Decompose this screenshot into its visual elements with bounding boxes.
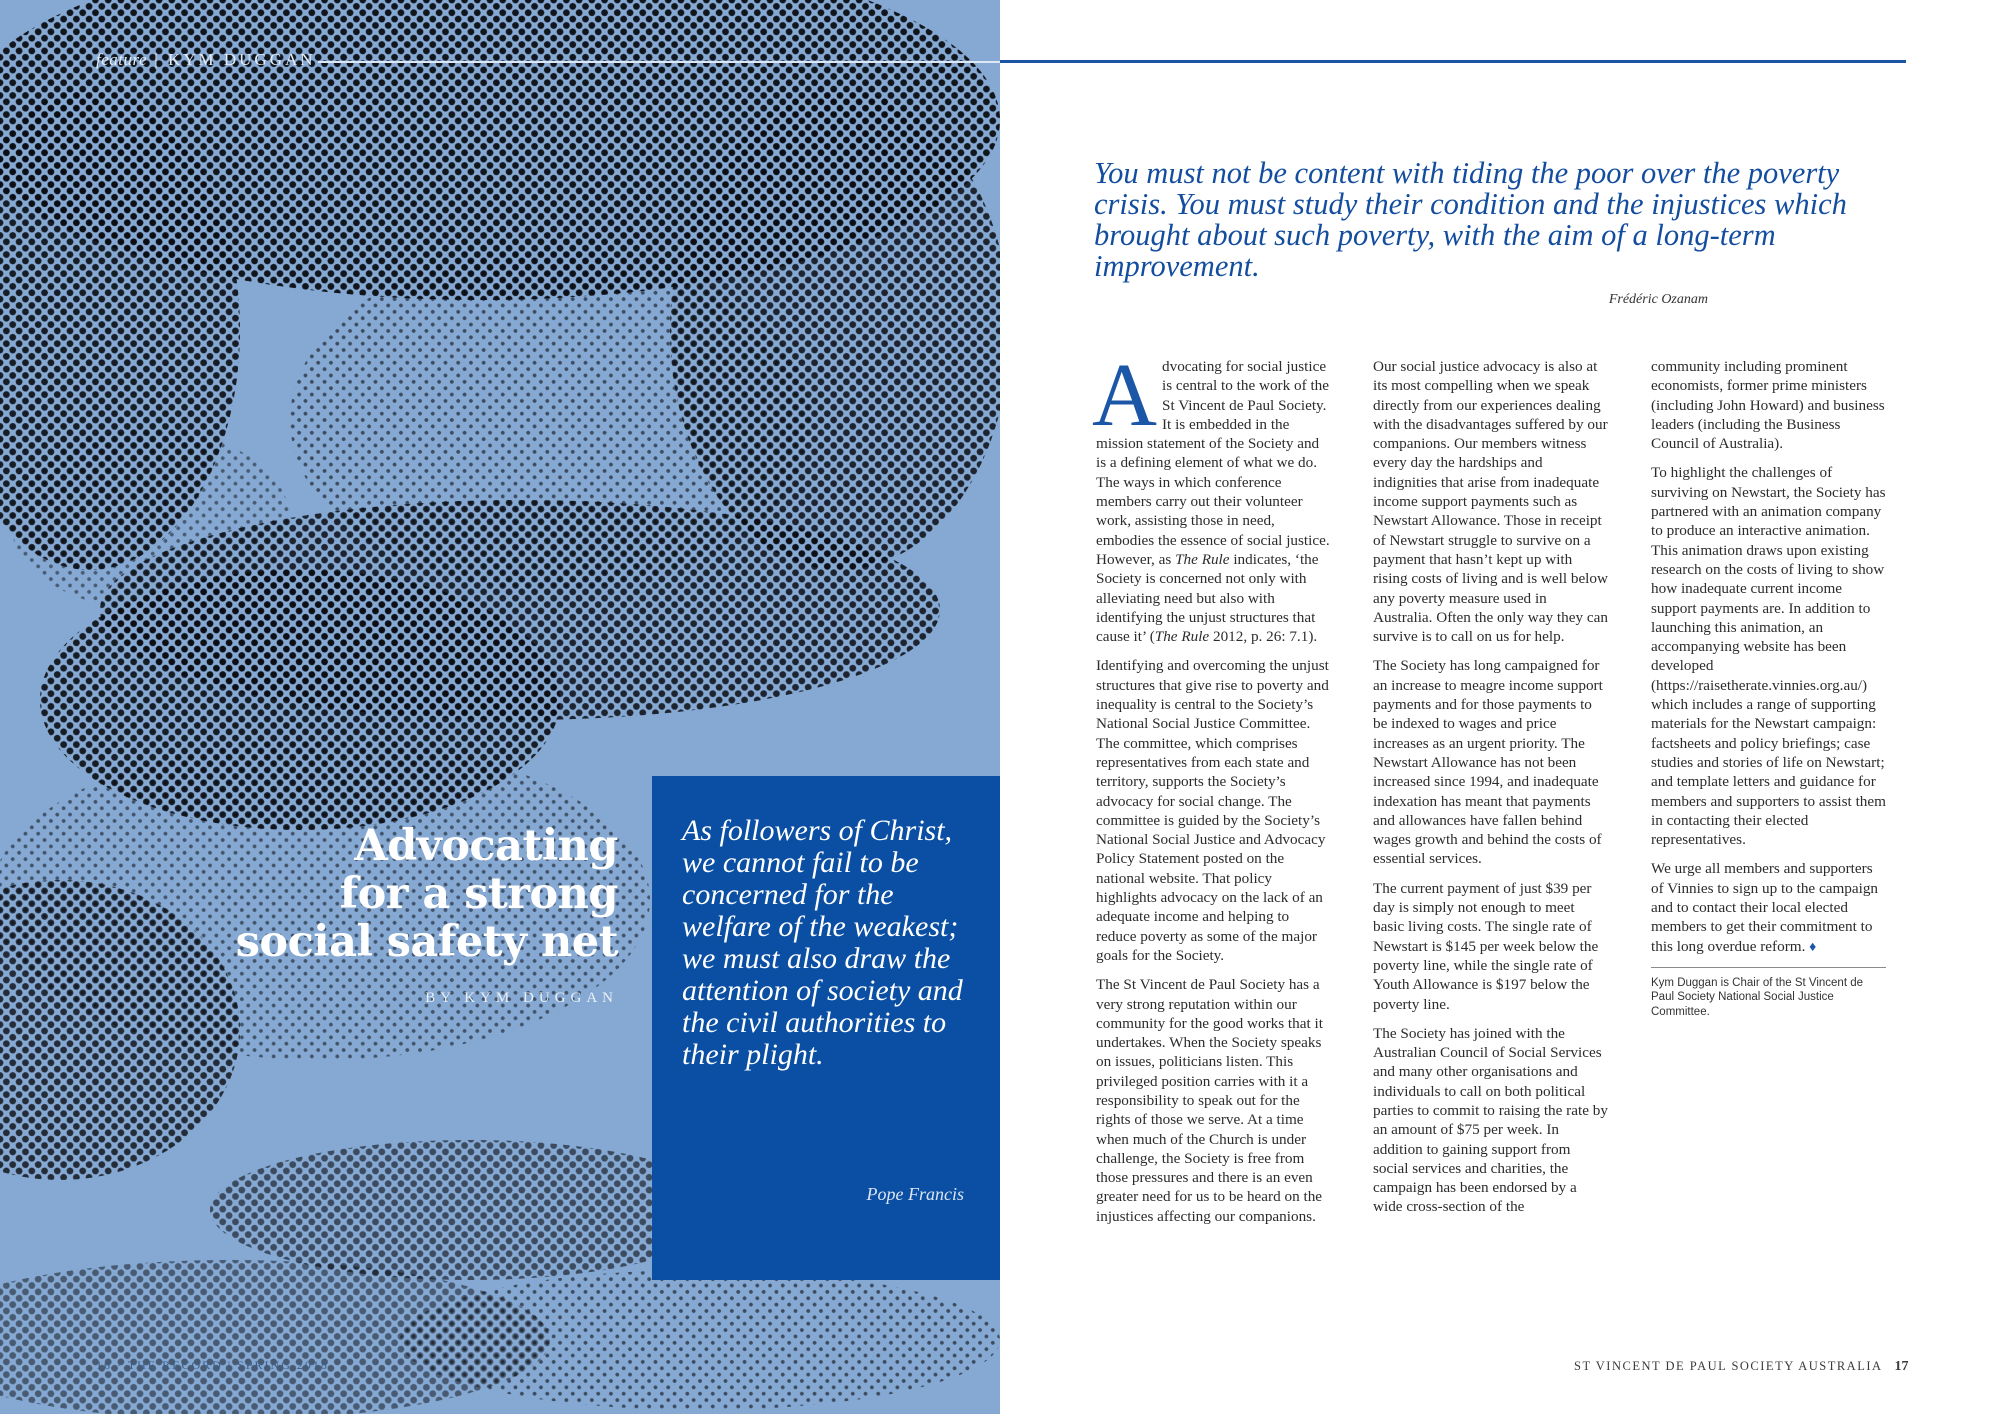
pull-quote-attribution: Pope Francis — [866, 1184, 964, 1204]
paragraph — [1092, 346, 1330, 646]
header-author: KYM DUGGAN — [167, 50, 316, 69]
paragraph: The St Vincent de Paul Society has a very strong reputation within our community for the good works that it undertakes. When the Society speaks on issues, politicians listen. This privileged position carries with it a responsibility to speak out for the rights of those we serve. At a time when much of the Church is under challenge, the Society is free from those pressures and there is an even greater need for us to be heard on the injustices affecting our companions. — [1096, 976, 1323, 1225]
italic-title: The Rule — [1175, 550, 1230, 568]
paragraph: To highlight the challenges of surviving on Newstart, the Society has partnered with an animation company to produce an interactive animation. This animation draws upon existing research on the costs of living to show how inadequate current income support payments are. In addition to launching this animation, an accompanying website has been developed (https://raisetherate.vinnies.org.au/) which includes a range of supporting materials for the Newstart campaign: factsheets and policy briefings; case studies and stories of life on Newstart; and template letters and guidance for members and supporters to assist them in contacting their elected representatives. — [1651, 464, 1886, 849]
paragraph-text: dvocating for social justice is central to the work of the St Vincent de Paul Society. It is embedded in the mission statement of the Society and is a defining element of what we do. The ways in which conference members carry out their volunteer work, assisting those in need, embodies the essence of social justice. However, as — [1096, 358, 1330, 568]
body-column-1 — [1092, 346, 1330, 1236]
paragraph: community including prominent economists, former prime ministers (including John Howard) and business leaders (including the Business Council of Australia). — [1651, 358, 1885, 453]
page-number: 17 — [1894, 1359, 1909, 1374]
headline-line-2: for a strong — [339, 869, 618, 919]
paragraph-text: 2012, p. 26: 7.1). — [1209, 628, 1318, 646]
paragraph: The Society has joined with the Australian Council of Social Services and many other organisations and individuals to call on both political parties to commit to raising the rate by an amount of $75 per week. In addition to gaining support from social services and charities, the campaign has been endorsed by a wide cross-section of the — [1373, 1024, 1608, 1216]
header-separator: | — [154, 50, 161, 69]
paragraph: Our social justice advocacy is also at its most compelling when we speak directly from our experiences dealing with the disadvantages suffered by our companions. Our members witness every day the hardships and indignities that arise from inadequate income support payments such as Newstart Allowance. Those in receipt of Newstart struggle to survive on a payment that hasn’t kept up with rising costs of living and is well below any poverty measure used in Australia. Often the only way they can survive is to call on us for help. — [1373, 358, 1608, 646]
headline-line-1: Advocating — [354, 821, 618, 871]
body-column-3 — [1651, 357, 1886, 1019]
right-page-footer — [1574, 1359, 1909, 1375]
body-column-2 — [1373, 357, 1608, 1227]
paragraph: The Society has long campaigned for an increase to meagre income support payments and for those payments to be indexed to wages and price increases as an urgent priority. The Newstart Allowance has not been increased since 1994, and inadequate indexation has meant that payments and allowances have fallen behind wages growth and behind the costs of essential services. — [1373, 657, 1603, 868]
header-rule — [318, 61, 1000, 63]
author-bio: Kym Duggan is Chair of the St Vincent de Paul Society National Social Justice Committee. — [1651, 976, 1864, 1018]
publication-name: ST VINCENT DE PAUL SOCIETY AUSTRALIA — [1574, 1359, 1883, 1373]
right-page — [1000, 0, 2000, 1414]
paragraph: Identifying and overcoming the unjust structures that give rise to poverty and inequality is central to the Society’s National Social Justice Committee. The committee, which comprises representatives from each state and territory, supports the Society’s advocacy for social change. The committee is guided by the Society’s National Social Justice and Advocacy Policy Statement posted on the national website. That policy highlights advocacy on the lack of an adequate income and helping to reduce poverty as some of the major goals for the Society. — [1096, 657, 1329, 964]
left-page-footer: 16 · THE RECORD | SPRING 2018 — [96, 1358, 329, 1372]
top-rule — [1000, 60, 1906, 63]
drop-cap: A — [1092, 346, 1157, 445]
epigraph-quote: You must not be content with tiding the poor over the poverty crisis. You must study their condition and the injustices which brought about such poverty, with the aim of a long-term improvement. — [1094, 156, 1847, 283]
paragraph-text: We urge all members and supporters of Vinnies to sign up to the campaign and to contact their local elected members to get their commitment to this long overdue reform. — [1651, 860, 1879, 955]
article-headline — [150, 822, 618, 966]
italic-title: The Rule — [1154, 628, 1210, 646]
byline: BY KYM DUGGAN — [425, 990, 618, 1006]
bio-divider — [1651, 967, 1886, 968]
epigraph-attribution: Frédéric Ozanam — [1608, 292, 1708, 307]
headline-line-3: social safety net — [235, 917, 618, 967]
paragraph: The current payment of just $39 per day is simply not enough to meet basic living costs. The single rate of Newstart is $145 per week below the poverty line, while the single rate of Youth Allowance is $197 below the poverty line. — [1373, 879, 1599, 1013]
section-kicker: feature — [96, 50, 148, 69]
paragraph-text: indicates, ‘the Society is concerned not only with alleviating need but also with identifying the unjust structures that cause it’ ( — [1096, 550, 1319, 646]
paragraph — [1651, 859, 1886, 956]
pull-quote-text: As followers of Christ, we cannot fail to be concerned for the welfare of the weakest; we must also draw the attention of society and the civil authorities to their plight. — [682, 814, 963, 1071]
pull-quote-box — [652, 776, 1000, 1280]
end-diamond-icon: ♦ — [1809, 939, 1817, 955]
running-header — [96, 50, 316, 70]
